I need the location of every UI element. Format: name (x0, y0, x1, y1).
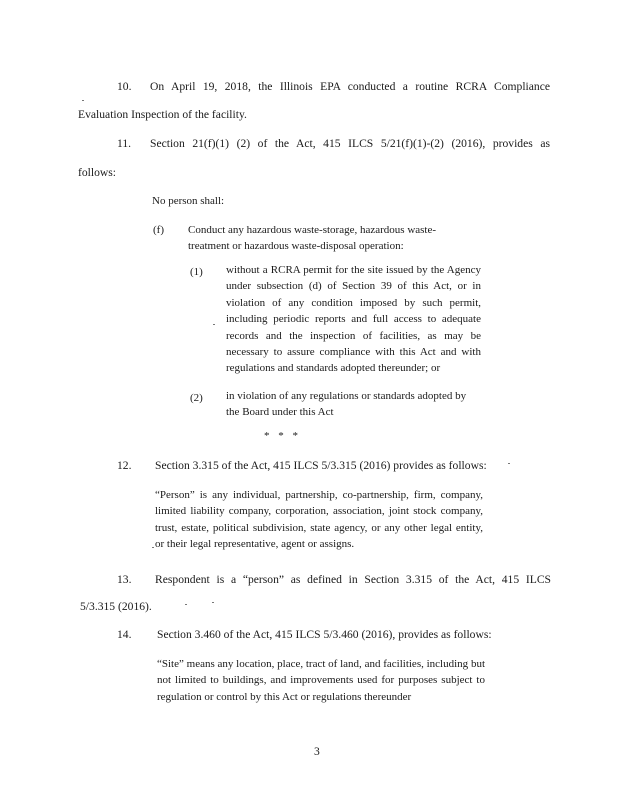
quote-intro: No person shall: (152, 195, 225, 207)
paragraph-11-line-1: Section 21(f)(1) (2) of the Act, 415 ILCS 5/21(f)(1)-(2) (2016), provides as (150, 137, 550, 150)
paragraph-12-quote: “Person” is any individual, partnership, co-partnership, firm, company, limited liability company, corporation, association, joint stock company, trust, estate, political subdivision, state agency, or any other legal entity, or their legal representative, agent or assigns. (155, 489, 483, 551)
paragraph-14-number: 14. (117, 628, 132, 641)
paragraph-12-number: 12. (117, 459, 132, 472)
scan-speck (185, 604, 187, 605)
paragraph-10-number: 10. (117, 80, 132, 93)
page-number: 3 (314, 745, 320, 758)
ellipsis-stars: * * * (264, 430, 301, 442)
sub-item-1-label: (1) (190, 266, 203, 278)
scan-speck (152, 547, 154, 548)
item-f-line-2: treatment or hazardous waste-disposal operation: (188, 240, 404, 252)
paragraph-12-line-1: Section 3.315 of the Act, 415 ILCS 5/3.315 (2016) provides as follows: (155, 459, 487, 472)
paragraph-11-line-2: follows: (78, 166, 117, 179)
paragraph-13-line-1: Respondent is a “person” as defined in Section 3.315 of the Act, 415 ILCS (155, 573, 551, 586)
scan-speck (212, 602, 214, 603)
item-f-label: (f) (153, 224, 164, 236)
sub-item-2-text: in violation of any regulations or standards adopted by the Board under this Act (226, 390, 467, 419)
paragraph-13-number: 13. (117, 573, 132, 586)
scan-speck (213, 324, 215, 325)
scan-speck (82, 100, 84, 101)
item-f-line-1: Conduct any hazardous waste-storage, hazardous waste- (188, 224, 437, 236)
sub-item-2-label: (2) (190, 392, 203, 404)
sub-item-1-text: without a RCRA permit for the site issued by the Agency under subsection (d) of Section 39 of this Act, or in violation of any condition imposed by such permit, including periodic reports and full access to adequate records and the inspection of facilities, as may be necessary to assure compliance with this Act and with regulations and standards adopted thereunder; or (226, 264, 481, 375)
scan-speck (508, 463, 510, 464)
paragraph-13-line-2: 5/3.315 (2016). (80, 600, 152, 613)
paragraph-10-line-1: On April 19, 2018, the Illinois EPA conducted a routine RCRA Compliance (150, 80, 550, 93)
paragraph-14-quote: “Site” means any location, place, tract of land, and facilities, including but not limited to buildings, and improvements used for purposes subject to regulation or control by this Act or regulations thereunder (157, 658, 485, 703)
paragraph-14-line-1: Section 3.460 of the Act, 415 ILCS 5/3.460 (2016), provides as follows: (157, 628, 492, 641)
paragraph-11-number: 11. (117, 137, 132, 150)
paragraph-10-line-2: Evaluation Inspection of the facility. (78, 108, 247, 121)
